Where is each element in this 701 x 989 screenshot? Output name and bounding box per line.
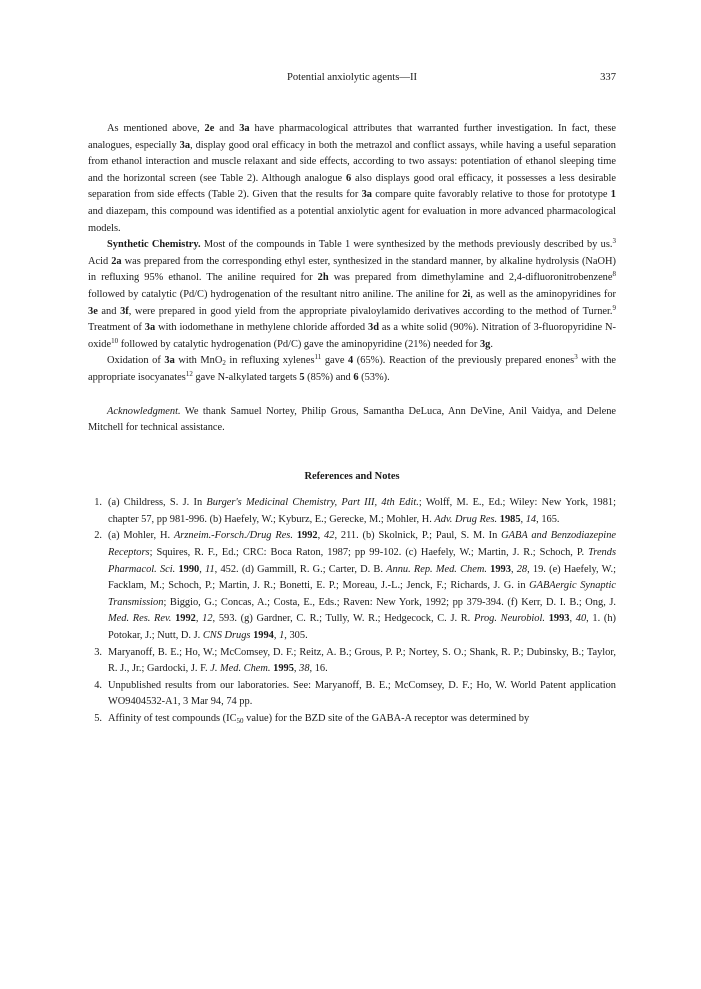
paragraph-synthetic-chemistry: Synthetic Chemistry. Most of the compounds in Table 1 were synthesized by the methods previously described by us.$^3$ Acid 2a was prepared from the corresponding ethyl ester, synthesized in the standard manner, by alkaline hydrolysis (NaOH) in refluxing 95% ethanol. The aniline required for 2h was prepared from dimethylamine and 2,4-difluoronitrobenzene$^8$ followed by catalytic (Pd/C) hydrogenation of the resultant nitro aniline. The aniline for 2i, as well as the aminopyridines for 3e and 3f, were prepared in good yield from the appropriate pivaloylamido derivatives according to the method of Turner.$^9$ Treatment of 3a with iodomethane in methylene chloride afforded 3d as a white solid (90%). Nitration of 3-fluoropyridine N-oxide$^{10}$ followed by catalytic hydrogenation (Pd/C) gave the aminopyridine (21%) needed for 3g. [88, 237, 616, 350]
page-number: 337 [600, 72, 616, 83]
paragraph-intro: As mentioned above, 2e and 3a have pharmacological attributes that warranted further investigation. In fact, these analogues, especially 3a, display good oral efficacy in both the metrazol and conflict assays, while having a useful separation from ethanol interaction and muscle relaxant and side effects, according to two assays: potentiation of ethanol sleeping time and the horizontal screen (see Table 2). Although analogue 6 also displays good oral efficacy, it possesses a less desirable separation from side effects (Table 2). Given that the results for 3a compare quite favorably relative to those for prototype 1 and diazepam, this compound was identified as a potential anxiolytic agent for evaluation in more advanced pharmacological models. [88, 123, 617, 234]
reference-number: 2. [94, 530, 102, 542]
reference-number: 5. [94, 713, 102, 724]
references-heading: References and Notes [304, 470, 400, 482]
reference-item: 4. Unpublished results from our laboratories. See: Maryanoff, B. E.; McComsey, D. F.; Ho, W. World Patent application WO9404532-A1, 3 Mar 94, 74 pp. [88, 678, 616, 711]
reference-item: 5. Affinity of test compounds ($IC_{50}$ value) for the BZD site of the GABA-A receptor was determined by [88, 711, 616, 728]
running-header [88, 70, 616, 86]
reference-item: 3. Maryanoff, B. E.; Ho, W.; McComsey, D. F.; Reitz, A. B.; Grous, P. P.; Nortey, S. O.; Shank, R. P.; Dubinsky, B.; Taylor, R. J., Jr.; Gardocki, J. F. J. Med. Chem. 1995, 38, 16. [88, 645, 616, 678]
reference-number: 3. [94, 646, 102, 658]
reference-number: 1. [94, 497, 102, 509]
paragraph-oxidation: Oxidation of 3a with MnO$_2$ in refluxing xylenes$^{11}$ gave 4 (65%). Reaction of the previously prepared enones$^3$ with the appropriate isocyanates$^{12}$ gave N-alkylated targets 5 (85%) and 6 (53%). [88, 353, 617, 383]
reference-number: 4. [94, 679, 102, 691]
reference-item: 2. (a) Mohler, H. Arzneim.-Forsch./Drug Res. 1992, 42, 211. (b) Skolnick, P.; Paul, S. M. In GABA and Benzodiazepine Receptors; Squires, R. F., Ed.; CRC: Boca Raton, 1987; pp 99-102. (c) Haefely, W.; Martin, J. R.; Schoch, P. Trends Pharmacol. Sci. 1990, 11, 452. (d) Gammill, R. G.; Carter, D. B. Annu. Rep. Med. Chem. 1993, 28, 19. (e) Haefely, W.; Facklam, M.; Schoch, P.; Martin, J. R.; Bonetti, E. P.; Moreau, J.-L.; Jenck, F.; Richards, J. G. in GABAergic Synaptic Transmission; Biggio, G.; Concas, A.; Costa, E., Eds.; Raven: New York, 1992; pp 379-394. (f) Kerr, D. I. B.; Ong, J. Med. Res. Rev. 1992, 12, 593. (g) Gardner, C. R.; Tully, W. R.; Hedgecock, C. J. R. Prog. Neurobiol. 1993, 40, 1. (h) Potokar, J.; Nutt, D. J. CNS Drugs 1994, 1, 305. [88, 528, 616, 644]
article-body [88, 121, 616, 728]
reference-item: 1. (a) Childress, S. J. In Burger's Medicinal Chemistry, Part III, 4th Edit.; Wolff, M. E., Ed.; Wiley: New York, 1981; chapter 57, pp 981-996. (b) Haefely, W.; Kyburz, E.; Gerecke, M.; Mohler, H. Adv. Drug Res. 1985, 14, 165. [88, 495, 616, 528]
running-title: Potential anxiolytic agents—II [286, 72, 418, 83]
acknowledgment: Acknowledgment. We thank Samuel Nortey, Philip Grous, Samantha DeLuca, Ann DeVine, Anil Vaidya, and Delene Mitchell for technical assistance. [88, 405, 616, 434]
